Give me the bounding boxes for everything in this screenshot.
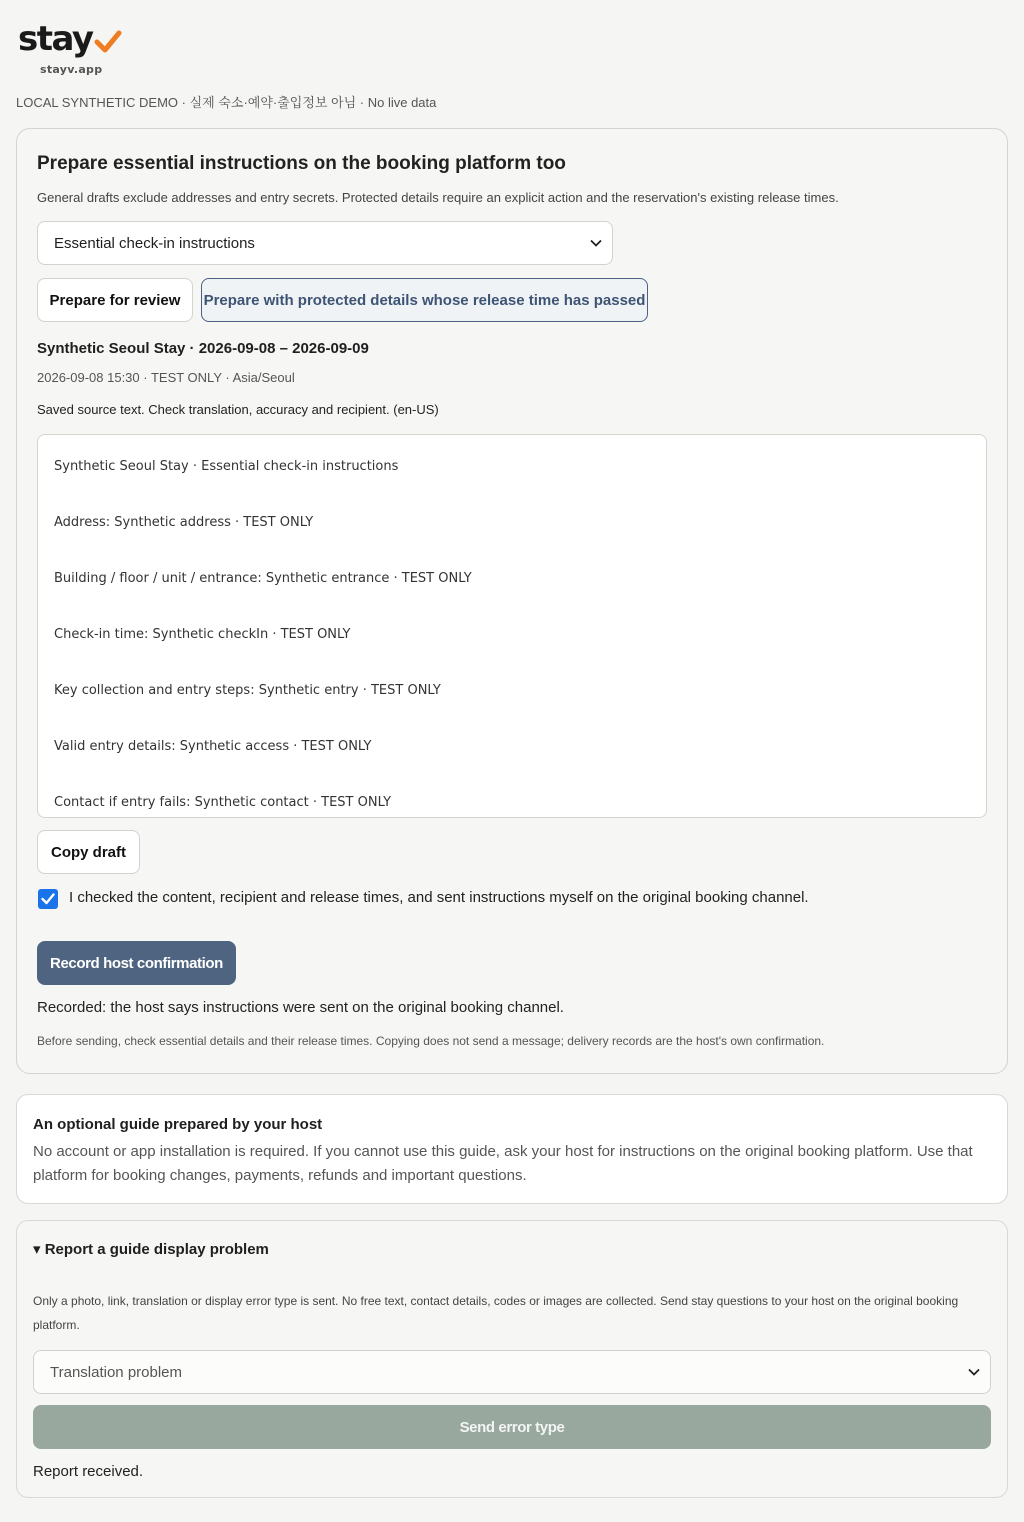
guide-title: An optional guide prepared by your host (33, 1116, 323, 1133)
record-host-confirmation-button[interactable]: Record host confirmation (37, 941, 236, 985)
template-select[interactable] (37, 221, 613, 265)
draft-line: Building / floor / unit / entrance: Synthetic entrance · TEST ONLY (54, 571, 472, 586)
draft-textarea[interactable] (37, 434, 987, 818)
stay-title: Synthetic Seoul Stay · 2026-09-08 – 2026-09-09 (37, 340, 369, 357)
confirm-checkbox[interactable] (38, 889, 58, 909)
saved-note: Saved source text. Check translation, accuracy and recipient. (en-US) (37, 402, 439, 417)
checkmark-icon (94, 30, 122, 54)
send-footnote: Before sending, check essential details and their release times. Copying does not send a message; delivery records are the host's own confirmation. (37, 1034, 825, 1048)
logo-wordmark (18, 19, 122, 59)
report-summary-toggle[interactable]: ▾ Report a guide display problem (33, 1241, 269, 1258)
logo-domain: stayv.app (40, 63, 103, 76)
prepare-title: Prepare essential instructions on the booking platform too (37, 153, 566, 174)
stay-meta: 2026-09-08 15:30 · TEST ONLY · Asia/Seoul (37, 370, 295, 385)
draft-line: Synthetic Seoul Stay · Essential check-in instructions (54, 459, 399, 474)
confirm-checkbox-label[interactable]: I checked the content, recipient and release times, and sent instructions myself on the original booking channel. (69, 889, 809, 906)
template-select-value: Essential check-in instructions (54, 234, 255, 252)
report-info: Only a photo, link, translation or display error type is sent. No free text, contact details, codes or images are collected. Send stay questions to your host on the original booking platform. (33, 1294, 959, 1332)
prepare-protected-button[interactable]: Prepare with protected details whose release time has passed (201, 278, 648, 322)
report-problem-card (16, 1220, 1008, 1498)
chevron-down-icon (968, 1368, 980, 1376)
draft-line: Check-in time: Synthetic checkIn · TEST ONLY (54, 627, 351, 642)
chevron-down-icon (590, 239, 602, 247)
prepare-description: General drafts exclude addresses and entry secrets. Protected details require an explicit action and the reservation's existing release times. (37, 190, 839, 205)
report-status: Report received. (33, 1463, 144, 1480)
demo-banner: LOCAL SYNTHETIC DEMO · 실제 숙소·예약·출입정보 아님 · No live data (16, 95, 437, 110)
send-error-type-button[interactable]: Send error type (33, 1405, 991, 1449)
error-type-select-value: Translation problem (50, 1363, 183, 1381)
guide-body: No account or app installation is required. If you cannot use this guide, ask your host for instructions on the original booking platform. Use that platform for booking changes, payments, refunds and important questions. (33, 1143, 973, 1184)
optional-guide-card (16, 1094, 1008, 1204)
logo-text: stay (18, 19, 93, 59)
recorded-status: Recorded: the host says instructions were sent on the original booking channel. (37, 999, 564, 1016)
logo (18, 19, 122, 76)
draft-line: Contact if entry fails: Synthetic contact · TEST ONLY (54, 795, 392, 810)
check-icon (41, 893, 55, 905)
prepare-instructions-card (16, 128, 1008, 1074)
prepare-for-review-button[interactable]: Prepare for review (37, 278, 193, 322)
copy-draft-button[interactable]: Copy draft (37, 830, 140, 874)
draft-line: Address: Synthetic address · TEST ONLY (54, 515, 314, 530)
error-type-select[interactable] (33, 1350, 991, 1394)
draft-line: Valid entry details: Synthetic access · TEST ONLY (54, 739, 372, 754)
draft-line: Key collection and entry steps: Synthetic entry · TEST ONLY (54, 683, 441, 698)
